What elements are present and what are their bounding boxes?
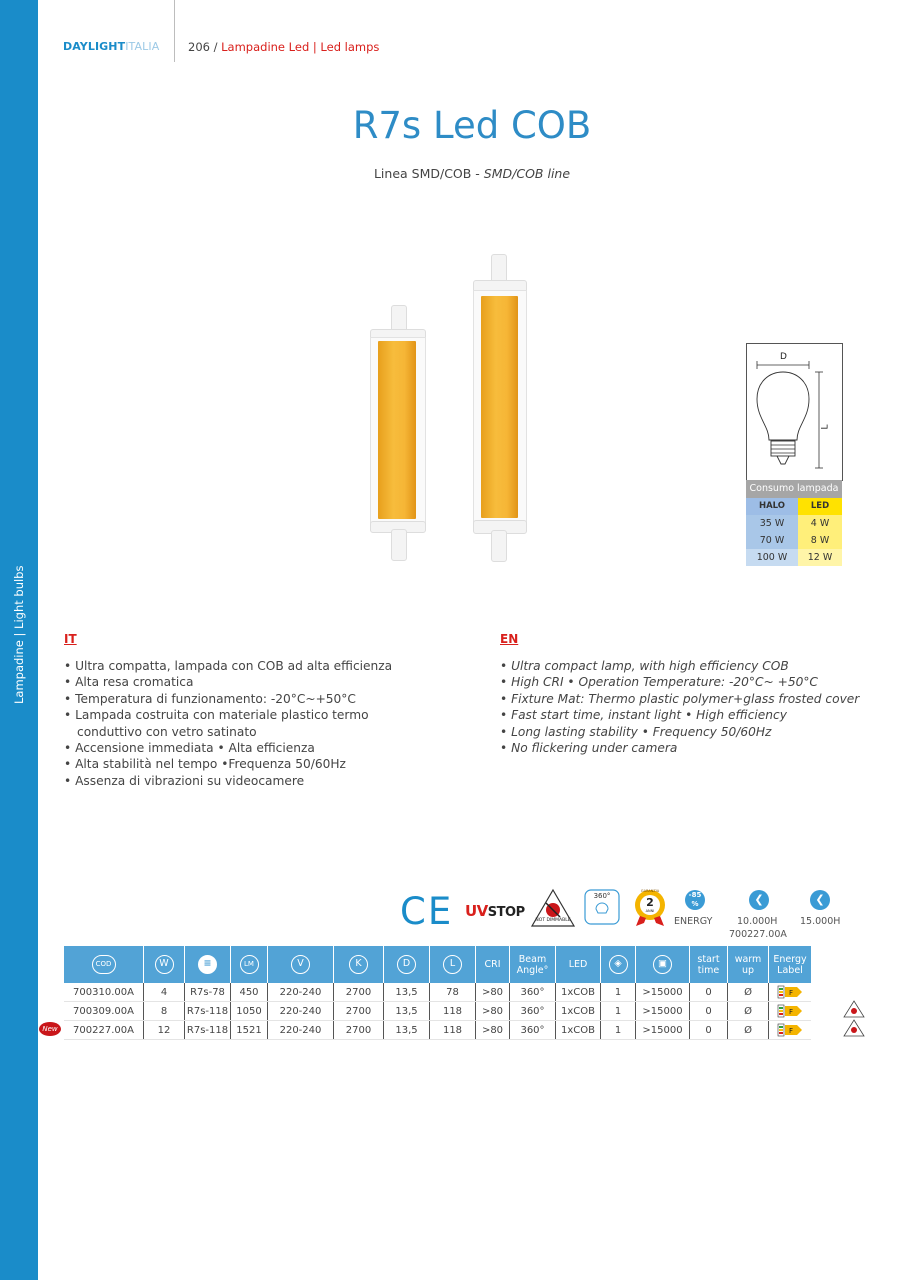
table-cell: 1 xyxy=(601,1021,636,1040)
table-cell: 450 xyxy=(231,983,268,1002)
package-icon: ◈ xyxy=(609,955,628,974)
table-cell: 0 xyxy=(690,1021,728,1040)
col-pack xyxy=(601,946,636,983)
table-cell: 2700 xyxy=(334,983,384,1002)
col-diameter: D xyxy=(384,946,430,983)
col-voltage: V xyxy=(268,946,334,983)
section-title: Lampadine Led | Led lamps xyxy=(221,40,380,54)
table-cell: 0 xyxy=(690,983,728,1002)
col-watt: W xyxy=(144,946,185,983)
table-cell: 700310.00A xyxy=(64,983,144,1002)
table-cell: 2700 xyxy=(334,1021,384,1040)
list-item: • Ultra compact lamp, with high efficiency COB xyxy=(500,659,789,673)
table-cell: R7s-118 xyxy=(185,1021,231,1040)
dimension-d-label: D xyxy=(780,352,787,362)
warranty-arc-label: GARANZIA xyxy=(640,889,660,893)
consumption-led-value: 4 W xyxy=(798,515,842,532)
uv-stop-icon: UVSTOP xyxy=(465,902,525,920)
features-it-list xyxy=(64,658,404,789)
brand-bold: DAYLIGHT xyxy=(63,40,126,53)
lifetime-10000-code: 700227.00A xyxy=(729,929,787,940)
table-cell: >80 xyxy=(476,1002,510,1021)
table-cell: 1521 xyxy=(231,1021,268,1040)
col-lumen: LM xyxy=(231,946,268,983)
spec-table-header xyxy=(64,946,811,983)
consumption-led-value: 8 W xyxy=(798,532,842,549)
consumption-header-row xyxy=(746,498,842,515)
bulb-outline-icon xyxy=(747,344,842,480)
beam-angle-label: 360° xyxy=(593,892,611,900)
col-length: L xyxy=(430,946,476,983)
lifetime-10000-label: 10.000H xyxy=(737,916,778,927)
col-led: LED xyxy=(556,946,601,983)
subtitle-it: Linea SMD/COB - xyxy=(373,166,484,181)
brand-logo xyxy=(63,40,159,53)
page-title: R7s Led COB xyxy=(352,104,592,147)
consumption-heading: Consumo lampada xyxy=(746,480,842,498)
consumption-halo-value: 100 W xyxy=(746,549,798,566)
table-cell: 118 xyxy=(430,1002,476,1021)
lifetime-15000-label: 15.000H xyxy=(800,916,841,927)
table-row xyxy=(64,983,811,1002)
lamp-base-icon: ≡ xyxy=(198,955,217,974)
consumption-halo-value: 35 W xyxy=(746,515,798,532)
list-item: • Fixture Mat: Thermo plastic polymer+glass frosted cover xyxy=(500,691,860,706)
dimension-diagram xyxy=(746,343,843,481)
energy-label-icon xyxy=(769,983,812,1002)
new-badge: New xyxy=(39,1022,61,1036)
not-dimmable-icon xyxy=(843,1000,865,1018)
col-energy-label: Energy Label xyxy=(769,946,812,983)
table-cell: >80 xyxy=(476,1021,510,1040)
spec-table xyxy=(64,946,811,1040)
table-cell: >15000 xyxy=(636,1021,690,1040)
consumption-row xyxy=(746,549,842,566)
list-item: • Assenza di vibrazioni su videocamere xyxy=(64,773,305,788)
table-cell: >15000 xyxy=(636,1002,690,1021)
sidebar-strip xyxy=(0,0,38,1280)
col-lifetime xyxy=(636,946,690,983)
table-cell: 700309.00A xyxy=(64,1002,144,1021)
list-item: • Temperatura di funzionamento: -20°C~+50°C xyxy=(64,691,356,706)
table-cell: R7s-118 xyxy=(185,1002,231,1021)
table-cell: 118 xyxy=(430,1021,476,1040)
features-en-heading: EN xyxy=(500,632,519,646)
table-cell: 1050 xyxy=(231,1002,268,1021)
energy-saving-icon: -85 % xyxy=(685,890,705,910)
product-image-short-lamp xyxy=(366,305,430,565)
ce-mark-icon: CE xyxy=(400,890,454,933)
lifetime-15000-icon: ❮ xyxy=(810,890,830,910)
table-cell: Ø xyxy=(728,1002,769,1021)
page-subtitle xyxy=(38,166,906,181)
subtitle-en: SMD/COB line xyxy=(483,166,571,181)
table-cell: R7s-78 xyxy=(185,983,231,1002)
col-base xyxy=(185,946,231,983)
table-cell: Ø xyxy=(728,1021,769,1040)
list-item: • Ultra compatta, lampada con COB ad alta efficienza xyxy=(64,659,393,673)
not-dimmable-label: NOT DIMMABLE xyxy=(535,918,571,923)
table-cell: 4 xyxy=(144,983,185,1002)
col-cod: COD xyxy=(64,946,144,983)
list-item: • No flickering under camera xyxy=(500,741,678,756)
col-warm-up: warm up xyxy=(728,946,769,983)
col-cri: CRI xyxy=(476,946,510,983)
col-beam-angle: Beam Angle° xyxy=(510,946,556,983)
table-cell: 700227.00A xyxy=(64,1021,144,1040)
table-row xyxy=(64,1021,811,1040)
table-cell: 1xCOB xyxy=(556,1002,601,1021)
list-item: • Alta resa cromatica xyxy=(64,675,194,690)
lifetime-icon: ▣ xyxy=(653,955,672,974)
table-cell: 360° xyxy=(510,1021,556,1040)
warranty-years: 2 xyxy=(646,896,654,909)
list-item: • Accensione immediata • Alta efficienza xyxy=(64,741,315,756)
page-header xyxy=(188,40,379,54)
table-cell: 13,5 xyxy=(384,983,430,1002)
table-cell: 220-240 xyxy=(268,1021,334,1040)
consumption-row xyxy=(746,532,842,549)
product-image-long-lamp xyxy=(470,254,534,564)
list-item: • Long lasting stability • Frequency 50/60Hz xyxy=(500,724,772,739)
header-separator: / xyxy=(209,40,222,54)
consumption-row xyxy=(746,515,842,532)
page-number: 206 xyxy=(188,40,210,54)
col-start-time: start time xyxy=(690,946,728,983)
features-it-heading: IT xyxy=(64,632,77,646)
header-divider xyxy=(174,0,175,62)
warranty-unit: ANNI xyxy=(645,909,655,913)
table-cell: 220-240 xyxy=(268,983,334,1002)
table-cell: 13,5 xyxy=(384,1002,430,1021)
svg-text:F: F xyxy=(789,989,794,997)
list-item: • Lampada costruita con materiale plastico termo conduttivo con vetro satinato xyxy=(64,708,369,739)
sidebar-label: Lampadine | Light bulbs xyxy=(12,565,26,704)
col-kelvin: K xyxy=(334,946,384,983)
brand-light: ITALIA xyxy=(125,40,160,53)
lifetime-10000-icon: ❮ xyxy=(749,890,769,910)
table-row xyxy=(64,1002,811,1021)
table-cell: 8 xyxy=(144,1002,185,1021)
list-item: • Alta stabilità nel tempo •Frequenza 50/60Hz xyxy=(64,757,346,772)
table-cell: 78 xyxy=(430,983,476,1002)
consumption-col-led: LED xyxy=(798,498,842,515)
energy-label: ENERGY xyxy=(674,916,713,927)
consumption-table xyxy=(746,480,842,566)
table-cell: 1xCOB xyxy=(556,983,601,1002)
table-cell: 360° xyxy=(510,1002,556,1021)
table-cell: Ø xyxy=(728,983,769,1002)
table-cell: 0 xyxy=(690,1002,728,1021)
table-cell: 2700 xyxy=(334,1002,384,1021)
table-cell: 220-240 xyxy=(268,1002,334,1021)
dimension-l-label: L xyxy=(820,424,831,430)
table-cell: >80 xyxy=(476,983,510,1002)
list-item: • Fast start time, instant light • High efficiency xyxy=(500,708,787,723)
svg-text:F: F xyxy=(789,1027,794,1035)
consumption-led-value: 12 W xyxy=(798,549,842,566)
table-cell: 12 xyxy=(144,1021,185,1040)
table-cell: >15000 xyxy=(636,983,690,1002)
not-dimmable-icon xyxy=(843,1019,865,1037)
table-cell: 13,5 xyxy=(384,1021,430,1040)
energy-label-icon xyxy=(769,1021,812,1040)
consumption-halo-value: 70 W xyxy=(746,532,798,549)
table-cell: 1xCOB xyxy=(556,1021,601,1040)
energy-label-icon xyxy=(769,1002,812,1021)
table-cell: 360° xyxy=(510,983,556,1002)
svg-text:F: F xyxy=(789,1008,794,1016)
consumption-col-halo: HALO xyxy=(746,498,798,515)
features-en-list xyxy=(500,658,860,756)
table-cell: 1 xyxy=(601,983,636,1002)
table-cell: 1 xyxy=(601,1002,636,1021)
list-item: • High CRI • Operation Temperature: -20°C~ +50°C xyxy=(500,675,818,690)
